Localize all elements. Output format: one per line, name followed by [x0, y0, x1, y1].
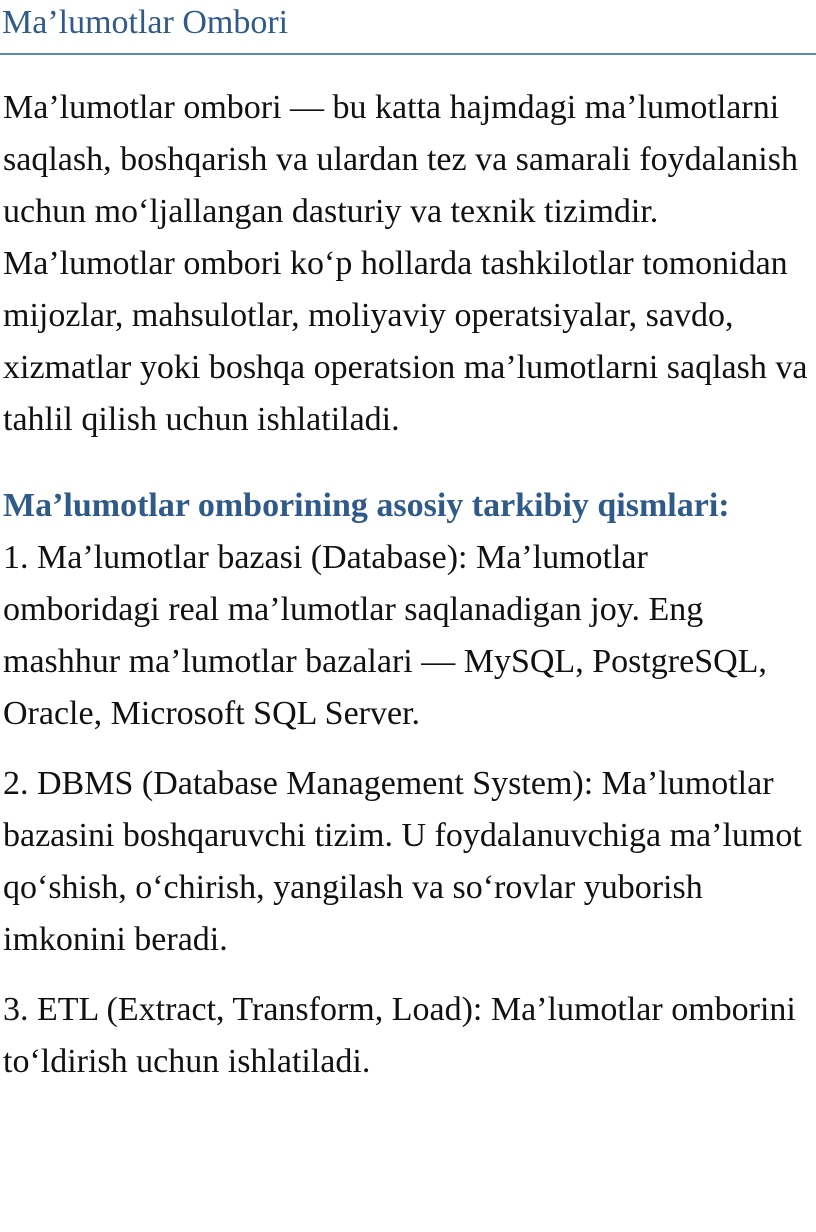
title-divider — [0, 53, 816, 55]
list-item: 3. ETL (Extract, Transform, Load): Ma’lumotlar omborini to‘ldirish uchun ishlatiladi. — [3, 991, 796, 1080]
list-item: 1. Ma’lumotlar bazasi (Database): Ma’lumotlar omboridagi real ma’lumotlar saqlanadigan joy. Eng mashhur ma’lumotlar bazalari — MySQL, PostgreSQL, Oracle, Microsoft SQL Server. — [3, 539, 767, 732]
document-title: Ma’lumotlar Ombori — [2, 4, 289, 41]
list-item: 2. DBMS (Database Management System): Ma’lumotlar bazasini boshqaruvchi tizim. U foydalanuvchiga ma’lumot qo‘shish, o‘chirish, yangilash va so‘rovlar yuborish imkonini beradi. — [3, 765, 802, 958]
section-heading: Ma’lumotlar omborining asosiy tarkibiy qismlari: — [3, 487, 730, 524]
document-body — [3, 82, 813, 1088]
intro-paragraph: Ma’lumotlar ombori — bu katta hajmdagi ma’lumotlarni saqlash, boshqarish va ulardan tez va samarali foydalanish uchun mo‘ljallangan dasturiy va texnik tizimdir. Ma’lumotlar ombori ko‘p hollarda tashkilotlar tomonidan mijozlar, mahsulotlar, moliyaviy operatsiyalar, savdo, xizmatlar yoki boshqa operatsion ma’lumotlarni saqlash va tahlil qilish uchun ishlatiladi. — [3, 89, 808, 438]
